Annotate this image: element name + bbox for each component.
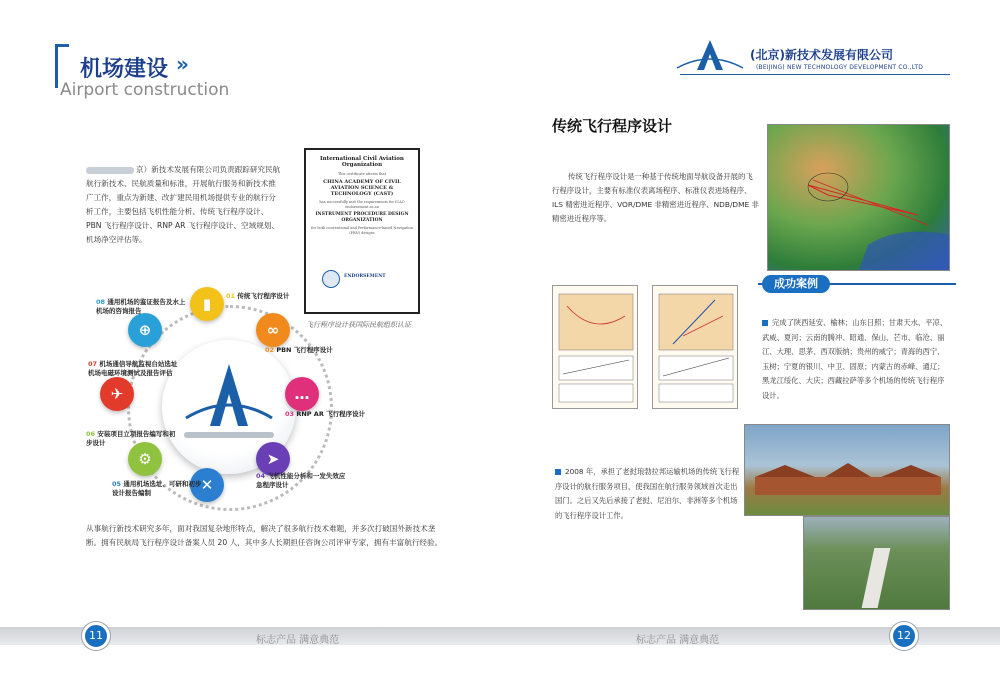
plane-icon: ✈ [100, 377, 134, 411]
cert-scope: for both conventional and Performance-based Navigation (PBN) designs [311, 226, 413, 235]
redacted-name [86, 167, 134, 174]
case-tag: 成功案例 [762, 275, 830, 293]
terrain-map-image [767, 124, 950, 271]
chat-icon: … [285, 377, 319, 411]
icao-seal-icon [322, 270, 340, 288]
page-subtitle: Airport construction [60, 80, 230, 100]
cert-caption: 飞行程序设计获国际民航组织认证 [306, 321, 411, 329]
service-number: 03 [285, 410, 297, 418]
cert-holder: CHINA ACADEMY OF CIVIL AVIATION SCIENCE & TECHNOLOGY (CAST) [323, 179, 401, 197]
intro-paragraph [86, 163, 281, 247]
hub-caption-bar [184, 432, 274, 438]
bar-chart-icon: ▮ [190, 287, 224, 321]
company-name-cn: (北京)新技术发展有限公司 [750, 48, 893, 62]
footer-slogan-right: 标志产品 满意典范 [636, 635, 720, 646]
service-number: 06 [86, 430, 98, 438]
intro-text: 京）新技术发展有限公司负责跟踪研究民航航行新技术、民航质量和标准，开展航行服务和新技术推广工作，重点为新建、改扩建民用机场提供专业的航行分析工作，主要包括飞机性能分析、传统飞行程序设计、PBN 飞行程序设计、RNP AR 飞行程序设计、空域规划、机场净空评估等。 [86, 165, 281, 244]
cert-met: has successfully met the requirements for ICAO endorsement as an [319, 200, 405, 209]
service-text: 传统飞行程序设计 [237, 292, 290, 300]
terminal-photo [744, 424, 950, 516]
cert-attests: This certificate attests that [337, 172, 387, 176]
footer-slogan-left: 标志产品 满意典范 [256, 635, 340, 646]
service-text: 安装项目立项报告编写和初步设计 [86, 430, 176, 447]
page-title: 机场建设 [80, 57, 169, 82]
section-title: 传统飞行程序设计 [552, 117, 673, 135]
gear-icon: ⚙ [128, 442, 162, 476]
cert-org-type: INSTRUMENT PROCEDURE DESIGN ORGANIZATION [315, 212, 409, 223]
service-text: 通用机场选址、可研和初步设计报告编制 [112, 480, 202, 497]
cert-endorsement: ENDORSEMENT [344, 274, 386, 279]
service-text: 机场通信导航监视台站选址机场电磁环境测试及报告评估 [88, 360, 178, 377]
footer-bar [0, 627, 1000, 645]
cert-org: International Civil Aviation Organization [320, 156, 404, 168]
icao-certificate [304, 148, 420, 314]
experience-paragraph: 从事航行新技术研究多年，面对我国复杂地形特点，解决了很多航行技术难题，并多次打破国外新技术垄断。拥有民航局飞行程序设计备案人员 20 人，其中多人长期担任咨询公司评审专家，拥有丰富航行经验。 [86, 524, 443, 547]
service-label-06 [86, 430, 178, 448]
service-label-03 [285, 410, 375, 419]
service-number: 07 [88, 360, 100, 368]
hub-logo-icon [182, 360, 276, 430]
service-label-05 [112, 480, 204, 498]
company-logo-icon [675, 38, 745, 72]
bullet-icon [555, 469, 561, 475]
page-number-left: 11 [82, 622, 110, 650]
globe-icon: ⊕ [128, 313, 162, 347]
service-number: 01 [226, 292, 238, 300]
title-arrows-icon: » [176, 52, 189, 76]
service-number: 04 [256, 472, 268, 480]
case-list-text: 完成了陕西延安、榆林；山东日照；甘肃天水、平凉、武威、夏河；云南的腾冲、昭通、保山、芒市、临沧、丽江、大理、思茅、西双版纳；贵州的威宁；青海的西宁、玉树；宁夏的银川、中卫、固原；内蒙古的赤峰、通辽；黑龙江绥化、大庆；西藏拉萨等多个机场的传统飞行程序设计。 [762, 318, 948, 400]
service-label-02 [265, 346, 355, 355]
case-list [762, 316, 950, 403]
service-text: RNP AR 飞行程序设计 [296, 410, 366, 418]
overseas-text: 2008 年，承担了老挝琅勃拉邦运输机场的传统飞行程序设计的航行服务项目，使我国在航行服务领域首次走出国门。之后又先后承接了老挝、尼泊尔、非洲等多个机场的飞行程序设计工作。 [555, 467, 740, 520]
cursor-icon: ➤ [256, 442, 290, 476]
header-divider [680, 74, 950, 75]
service-text: 飞机性能分析和一发失效应急程序设计 [256, 472, 346, 489]
service-label-04 [256, 472, 346, 490]
service-number: 05 [112, 480, 124, 488]
bullet-icon [762, 320, 768, 326]
service-text: PBN 飞行程序设计 [276, 346, 333, 354]
overseas-paragraph [555, 465, 740, 523]
service-label-01 [226, 292, 316, 301]
departure-chart-image [652, 285, 738, 409]
service-number: 08 [96, 298, 108, 306]
service-text: 通用机场的鉴证报告及水上机场的咨询报告 [96, 298, 186, 315]
section-paragraph: 传统飞行程序设计是一种基于传统地面导航设备开展的飞行程序设计，主要有标准仪表离场程序、标准仪表进场程序、ILS 精密进近程序、VOR/DME 非精密进近程序、NDB/DME 非精密进近程序等。 [552, 172, 759, 223]
tools-icon: ✕ [190, 468, 224, 502]
approach-chart-image [552, 285, 638, 409]
service-label-08 [96, 298, 188, 316]
service-label-07 [88, 360, 180, 378]
service-number: 02 [265, 346, 277, 354]
company-name-en: (BEIJING) NEW TECHNOLOGY DEVELOPMENT CO.,LTD [756, 64, 924, 71]
page-number-right: 12 [890, 622, 918, 650]
link-icon: ∞ [256, 313, 290, 347]
